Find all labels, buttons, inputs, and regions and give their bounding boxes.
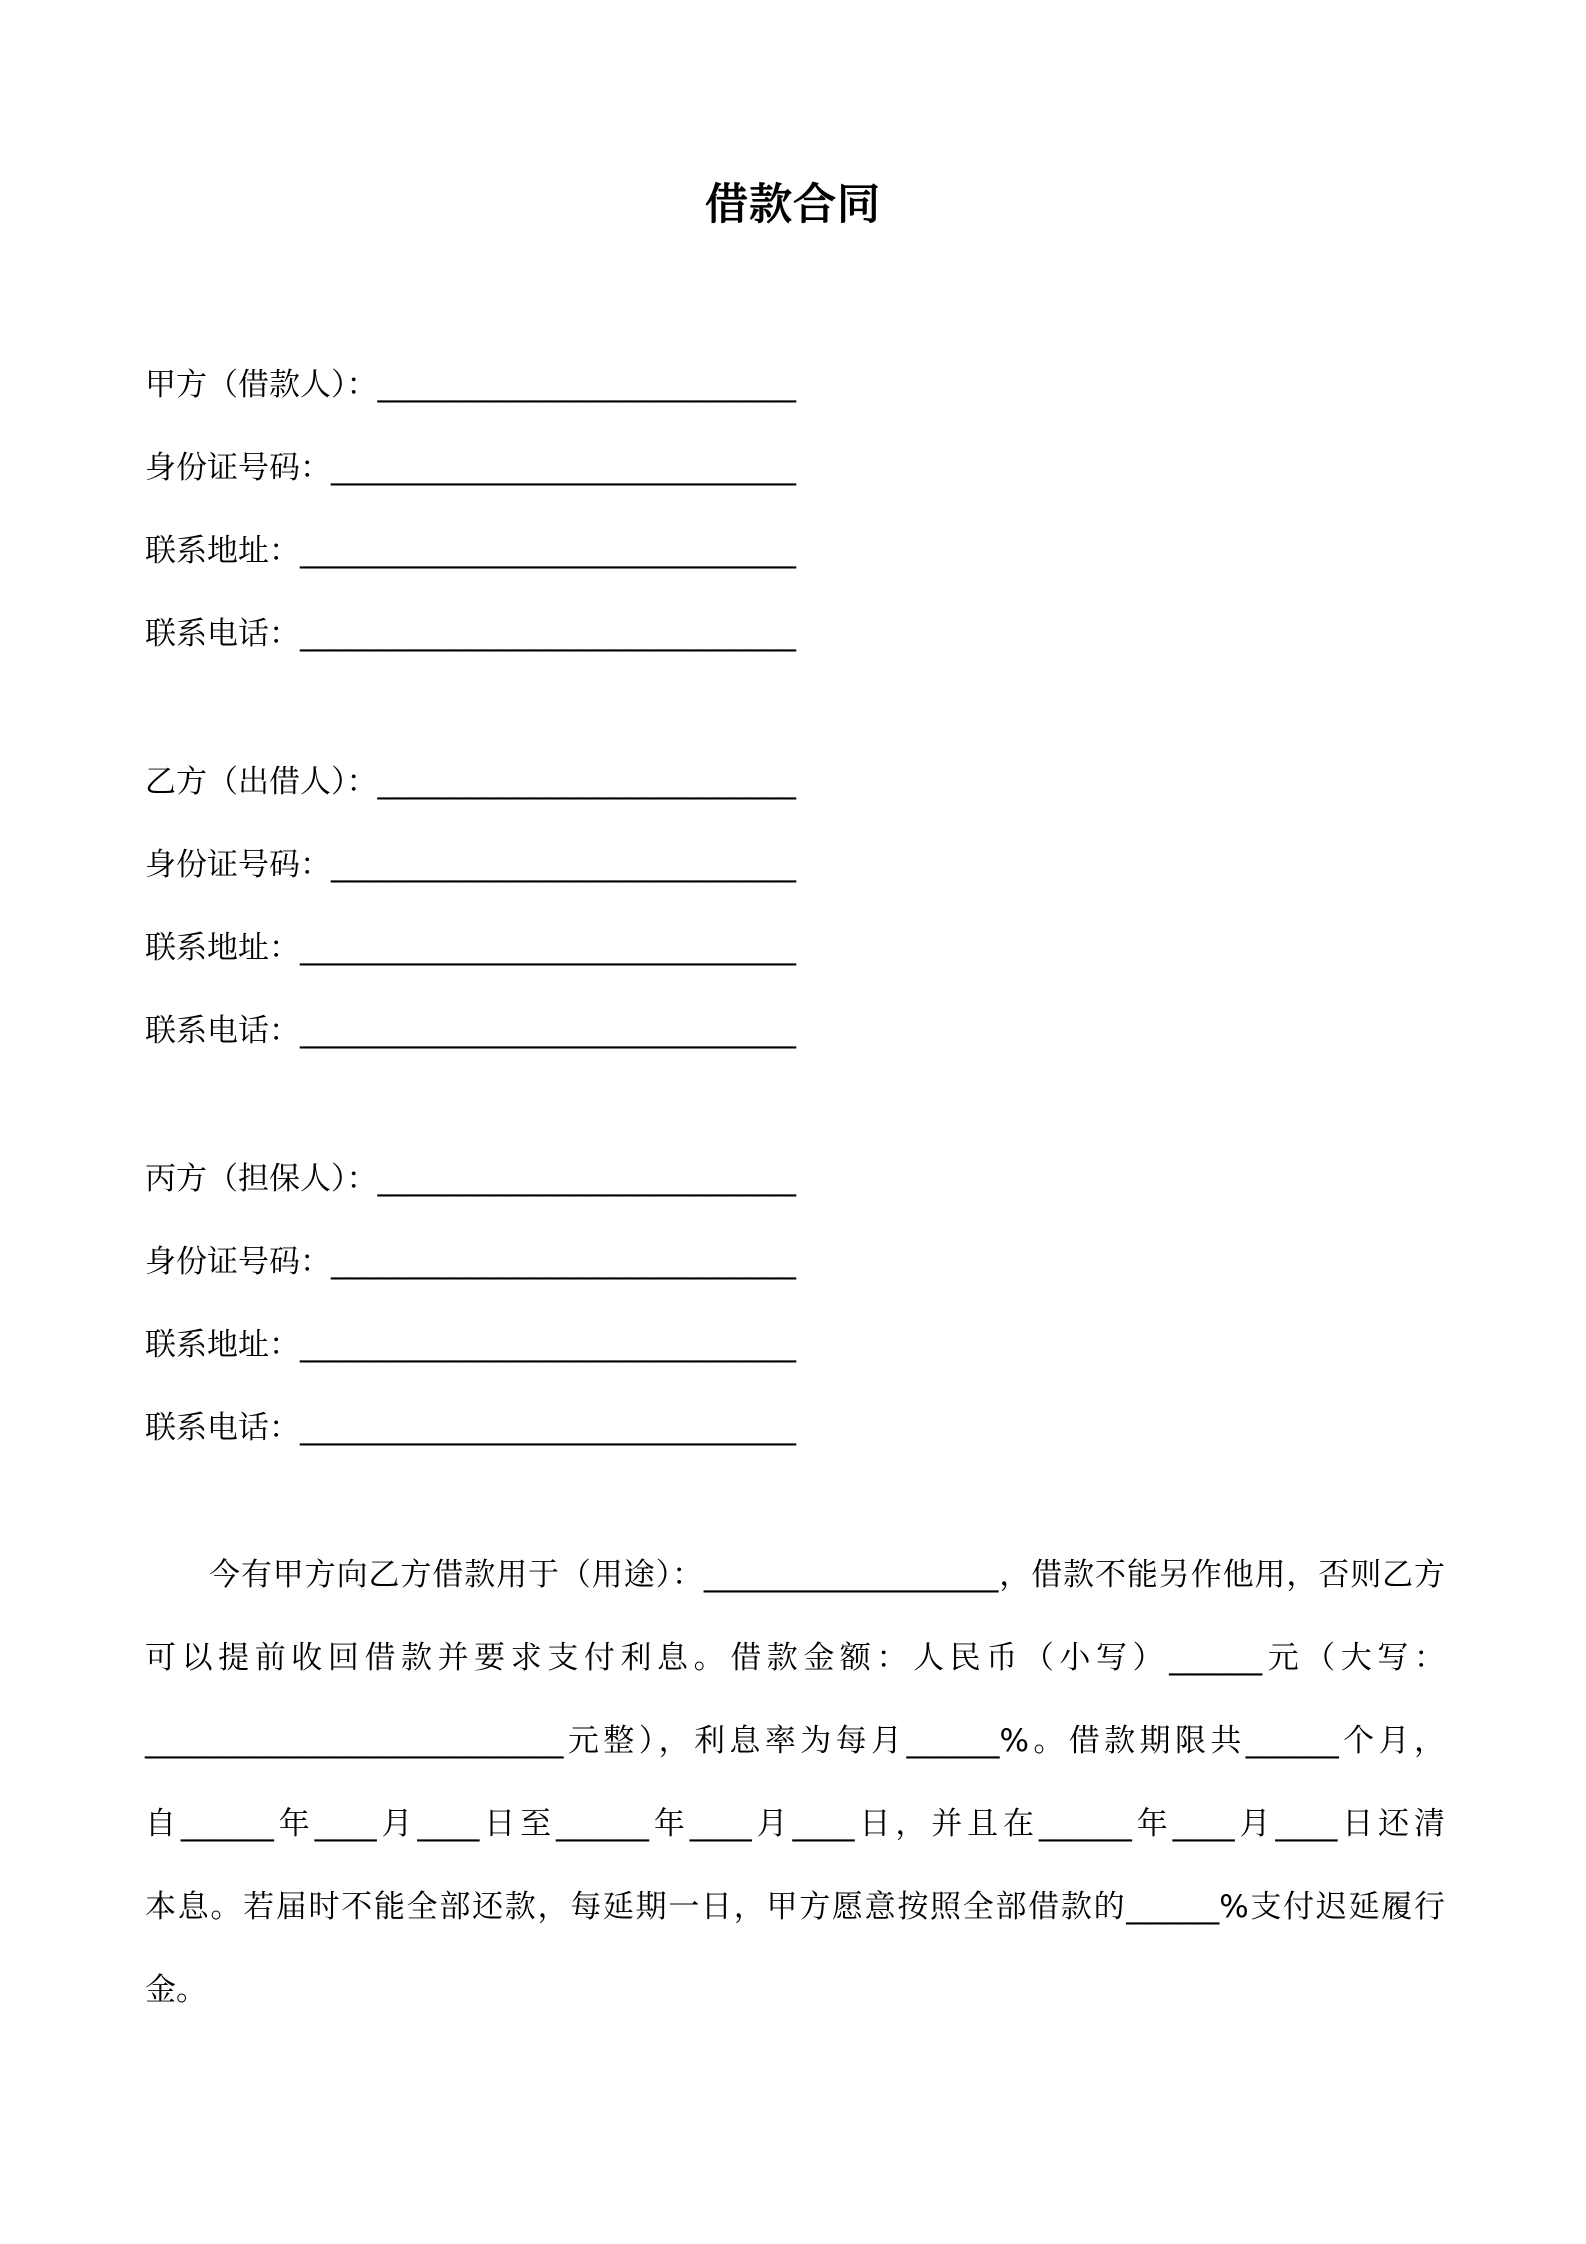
party-b-address-field: 联系地址：________________________________ <box>145 930 796 966</box>
party-a-phone-field: 联系电话：________________________________ <box>145 616 796 652</box>
clause-line-2: 可以提前收回借款并要求支付利息。借款金额：人民币（小写）______元（大写： <box>145 1640 1445 1676</box>
clause-line-1: 今有甲方向乙方借款用于（用途）：___________________，借款不能另作他用，否则乙方 <box>209 1557 1445 1593</box>
party-a-address-field: 联系地址：________________________________ <box>145 533 796 569</box>
clause-line-3: ___________________________元整），利息率为每月______%。借款期限共______个月， <box>145 1723 1445 1759</box>
party-b-name-field: 乙方（出借人）：___________________________ <box>145 764 796 800</box>
party-c-id-field: 身份证号码：______________________________ <box>145 1244 796 1280</box>
party-a-name-field: 甲方（借款人）：___________________________ <box>145 367 796 403</box>
party-b-phone-field: 联系电话：________________________________ <box>145 1013 796 1049</box>
clause-line-4: 自______年____月____日至______年____月____日，并且在______年____月____日还清 <box>145 1806 1445 1842</box>
party-b-id-field: 身份证号码：______________________________ <box>145 847 796 883</box>
party-c-name-field: 丙方（担保人）：___________________________ <box>145 1161 796 1197</box>
clause-line-6: 金。 <box>145 1972 207 2008</box>
party-a-id-field: 身份证号码：______________________________ <box>145 450 796 486</box>
document-title: 借款合同 <box>705 180 881 230</box>
party-c-phone-field: 联系电话：________________________________ <box>145 1410 796 1446</box>
clause-line-5: 本息。若届时不能全部还款，每延期一日，甲方愿意按照全部借款的______%支付迟延履行 <box>145 1889 1445 1925</box>
party-c-address-field: 联系地址：________________________________ <box>145 1327 796 1363</box>
